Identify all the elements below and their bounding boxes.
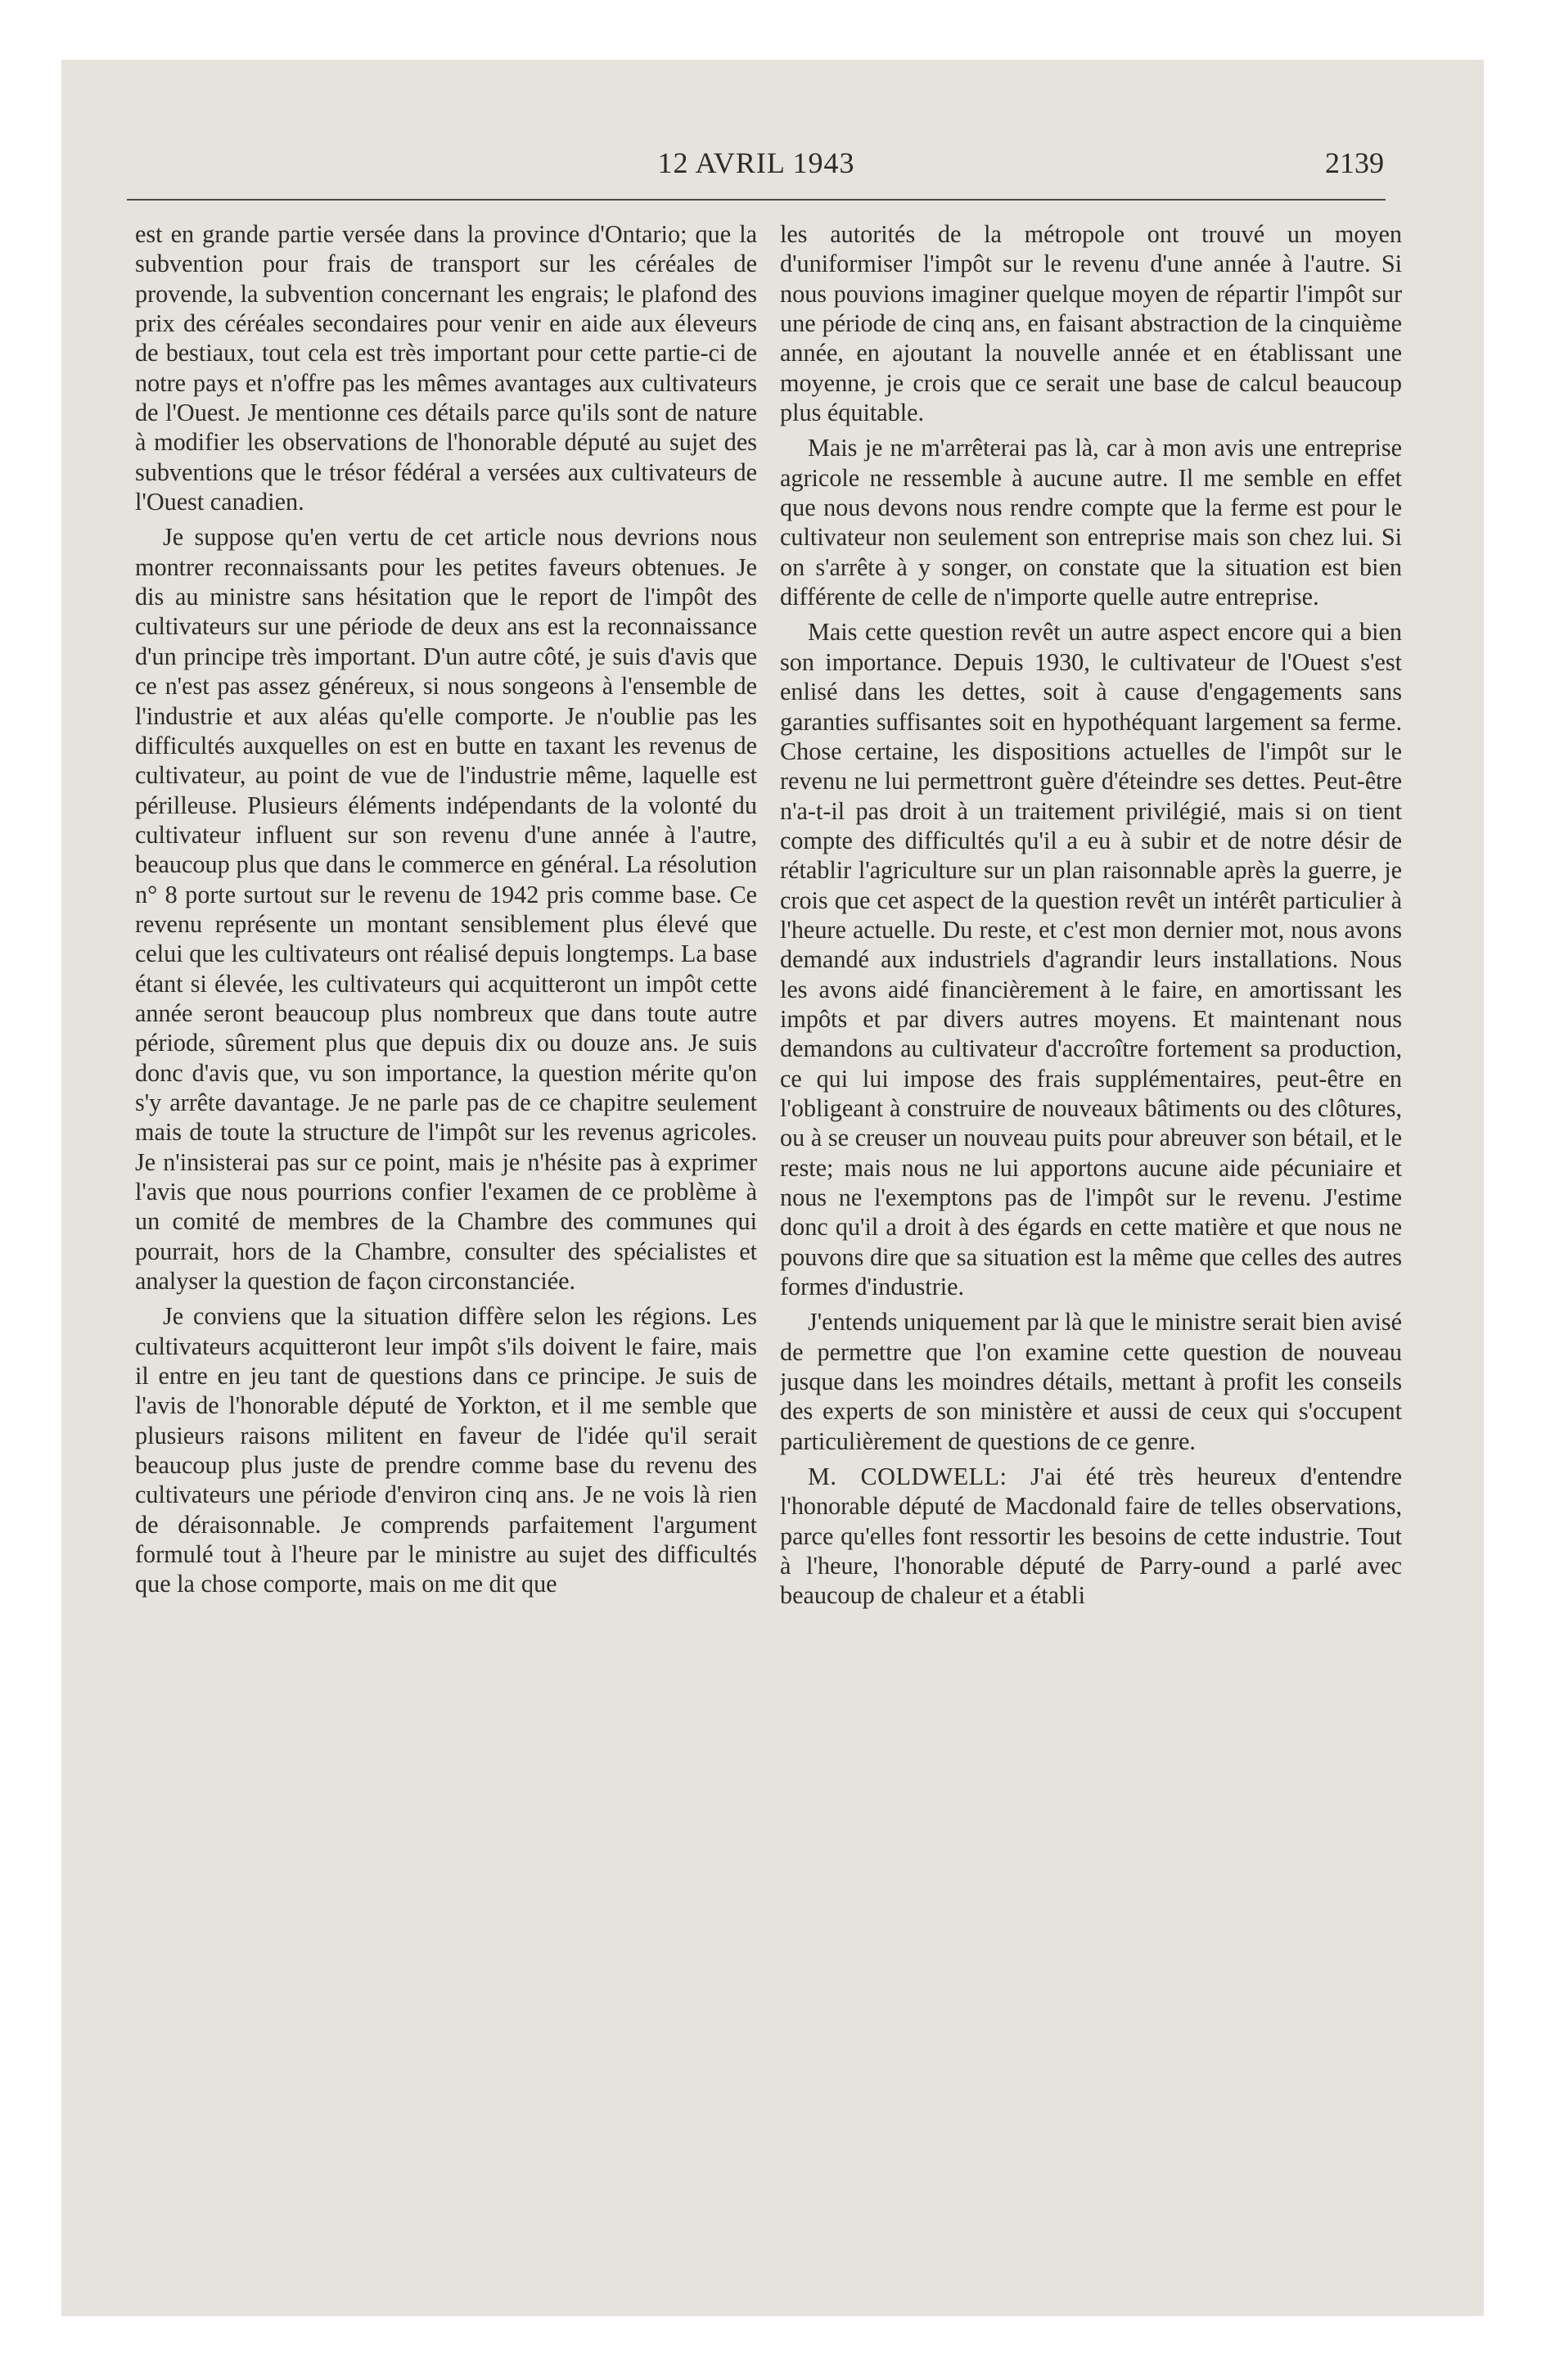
paragraph: Je suppose qu'en vertu de cet article nous devrions nous montrer reconnaissants pour les petites faveurs obtenues. Je dis au ministre sans hésitation que le report de l'impôt des cultivateurs sur une période de deux ans est la reconnaissance d'un principe très important. D'un autre côté, je suis d'avis que ce n'est pas assez généreux, si nous songeons à l'ensemble de l'industrie et aux aléas qu'elle comporte. Je n'oublie pas les difficultés auxquelles on est en butte en taxant les revenus de cultivateur, au point de vue de l'industrie même, laquelle est périlleuse. Plusieurs éléments indépendants de la volonté du cultivateur influent sur son revenu d'une année à l'autre, beaucoup plus que dans le commerce en général. La résolution n° 8 porte surtout sur le revenu de 1942 pris comme base. Ce revenu représente un montant sensiblement plus élevé que celui que les cultivateurs ont réalisé depuis longtemps. La base étant si élevée, les cultivateurs qui acquitteront un impôt cette année seront beaucoup plus nombreux que dans toute autre période, sûrement plus que depuis dix ou douze ans. Je suis donc d'avis que, vu son importance, la question mérite qu'on s'y arrête davantage. Je ne parle pas de ce chapitre seulement mais de toute la structure de l'impôt sur les revenus agricoles. Je n'insisterai pas sur ce point, mais je n'hésite pas à exprimer l'avis que nous pourrions confier l'examen de ce problème à un comité de membres de la Chambre des communes qui pourrait, hors de la Chambre, consulter des spécialistes et analyser la question de façon circonstanciée. (135, 523, 757, 1296)
page-header (127, 146, 1386, 187)
paragraph: Mais cette question revêt un autre aspect encore qui a bien son importance. Depuis 1930, le cultivateur de l'Ouest s'est enlisé dans les dettes, soit à cause d'engagements sans garanties suffisantes soit en hypothéquant largement sa ferme. Chose certaine, les dispositions actuelles de l'impôt sur le revenu ne lui permettront guère d'éteindre ses dettes. Peut-être n'a-t-il pas droit à un traitement privilégié, mais si on tient compte des difficultés qu'il a eu à subir et de notre désir de rétablir l'agriculture sur un plan raisonnable après la guerre, je crois que cet aspect de la question revêt un intérêt particulier à l'heure actuelle. Du reste, et c'est mon dernier mot, nous avons demandé aux industriels d'agrandir leurs installations. Nous les avons aidé financièrement à le faire, en amortissant les impôts et par divers autres moyens. Et maintenant nous demandons au cultivateur d'accroître fortement sa production, ce qui lui impose des frais supplémentaires, peut-être en l'obligeant à construire de nouveaux bâtiments ou des clôtures, ou à se creuser un nouveau puits pour abreuver son bétail, et le reste; mais nous ne lui apportons aucune aide pécuniaire et nous ne l'exemptons pas de l'impôt sur le revenu. J'estime donc qu'il a droit à des égards en cette matière et que nous ne pouvons dire que sa situation est la même que celles des autres formes d'industrie. (780, 618, 1402, 1301)
paragraph: Mais je ne m'arrêterai pas là, car à mon avis une entreprise agricole ne ressemble à aucune autre. Il me semble en effet que nous devons nous rendre compte que la ferme est pour le cultivateur non seulement son entreprise mais son chez lui. Si on s'arrête à y songer, on constate que la situation est bien différente de celle de n'importe quelle autre entreprise. (780, 434, 1402, 611)
page-number: 2139 (1325, 146, 1384, 179)
speech-text: J'ai été très heureux d'entendre l'honorable député de Macdonald faire de telles observations, parce qu'elles font ressortir les besoins de cette industrie. Tout à l'heure, l'honorable député de Parry-ound a parlé avec beaucoup de chaleur et a établi (780, 1463, 1402, 1610)
paragraph: J'entends uniquement par là que le ministre serait bien avisé de permettre que l'on examine cette question de nouveau jusque dans les moindres détails, mettant à profit les conseils des experts de son ministère et aussi de ceux qui s'occupent particulièrement de questions de ce genre. (780, 1308, 1402, 1455)
header-rule (127, 199, 1386, 201)
paragraph: Je conviens que la situation diffère selon les régions. Les cultivateurs acquitteront leur impôt s'ils doivent le faire, mais il entre en jeu tant de questions dans ce principe. Je suis de l'avis de l'honorable député de Yorkton, et il me semble que plusieurs raisons militent en faveur de l'idée qu'il serait beaucoup plus juste de prendre comme base du revenu des cultivateurs une période d'environ cinq ans. Je ne vois là rien de déraisonnable. Je comprends parfaitement l'argument formulé tout à l'heure par le ministre au sujet des difficultés que la chose comporte, mais on me dit que (135, 1302, 757, 1598)
paragraph: est en grande partie versée dans la province d'Ontario; que la subvention pour frais de transport sur les céréales de provende, la subvention concernant les engrais; le plafond des prix des céréales secondaires pour venir en aide aux éleveurs de bestiaux, tout cela est très important pour cette partie-ci de notre pays et n'offre pas les mêmes avantages aux cultivateurs de l'Ouest. Je mentionne ces détails parce qu'ils sont de nature à modifier les observations de l'honorable député au sujet des subventions que le trésor fédéral a versées aux cultivateurs de l'Ouest canadien. (135, 220, 757, 516)
speaker-name: M. COLDWELL: (808, 1463, 1007, 1491)
paragraph: les autorités de la métropole ont trouvé un moyen d'uniformiser l'impôt sur le revenu d'une année à l'autre. Si nous pouvions imaginer quelque moyen de répartir l'impôt sur une période de cinq ans, en faisant abstraction de la cinquième année, en ajoutant la nouvelle année et en établissant une moyenne, je crois que ce serait une base de calcul beaucoup plus équitable. (780, 220, 1402, 427)
speech-paragraph (780, 1462, 1402, 1611)
right-column (780, 219, 1402, 2233)
header-date: 12 AVRIL 1943 (657, 146, 855, 179)
left-column (135, 219, 757, 2233)
